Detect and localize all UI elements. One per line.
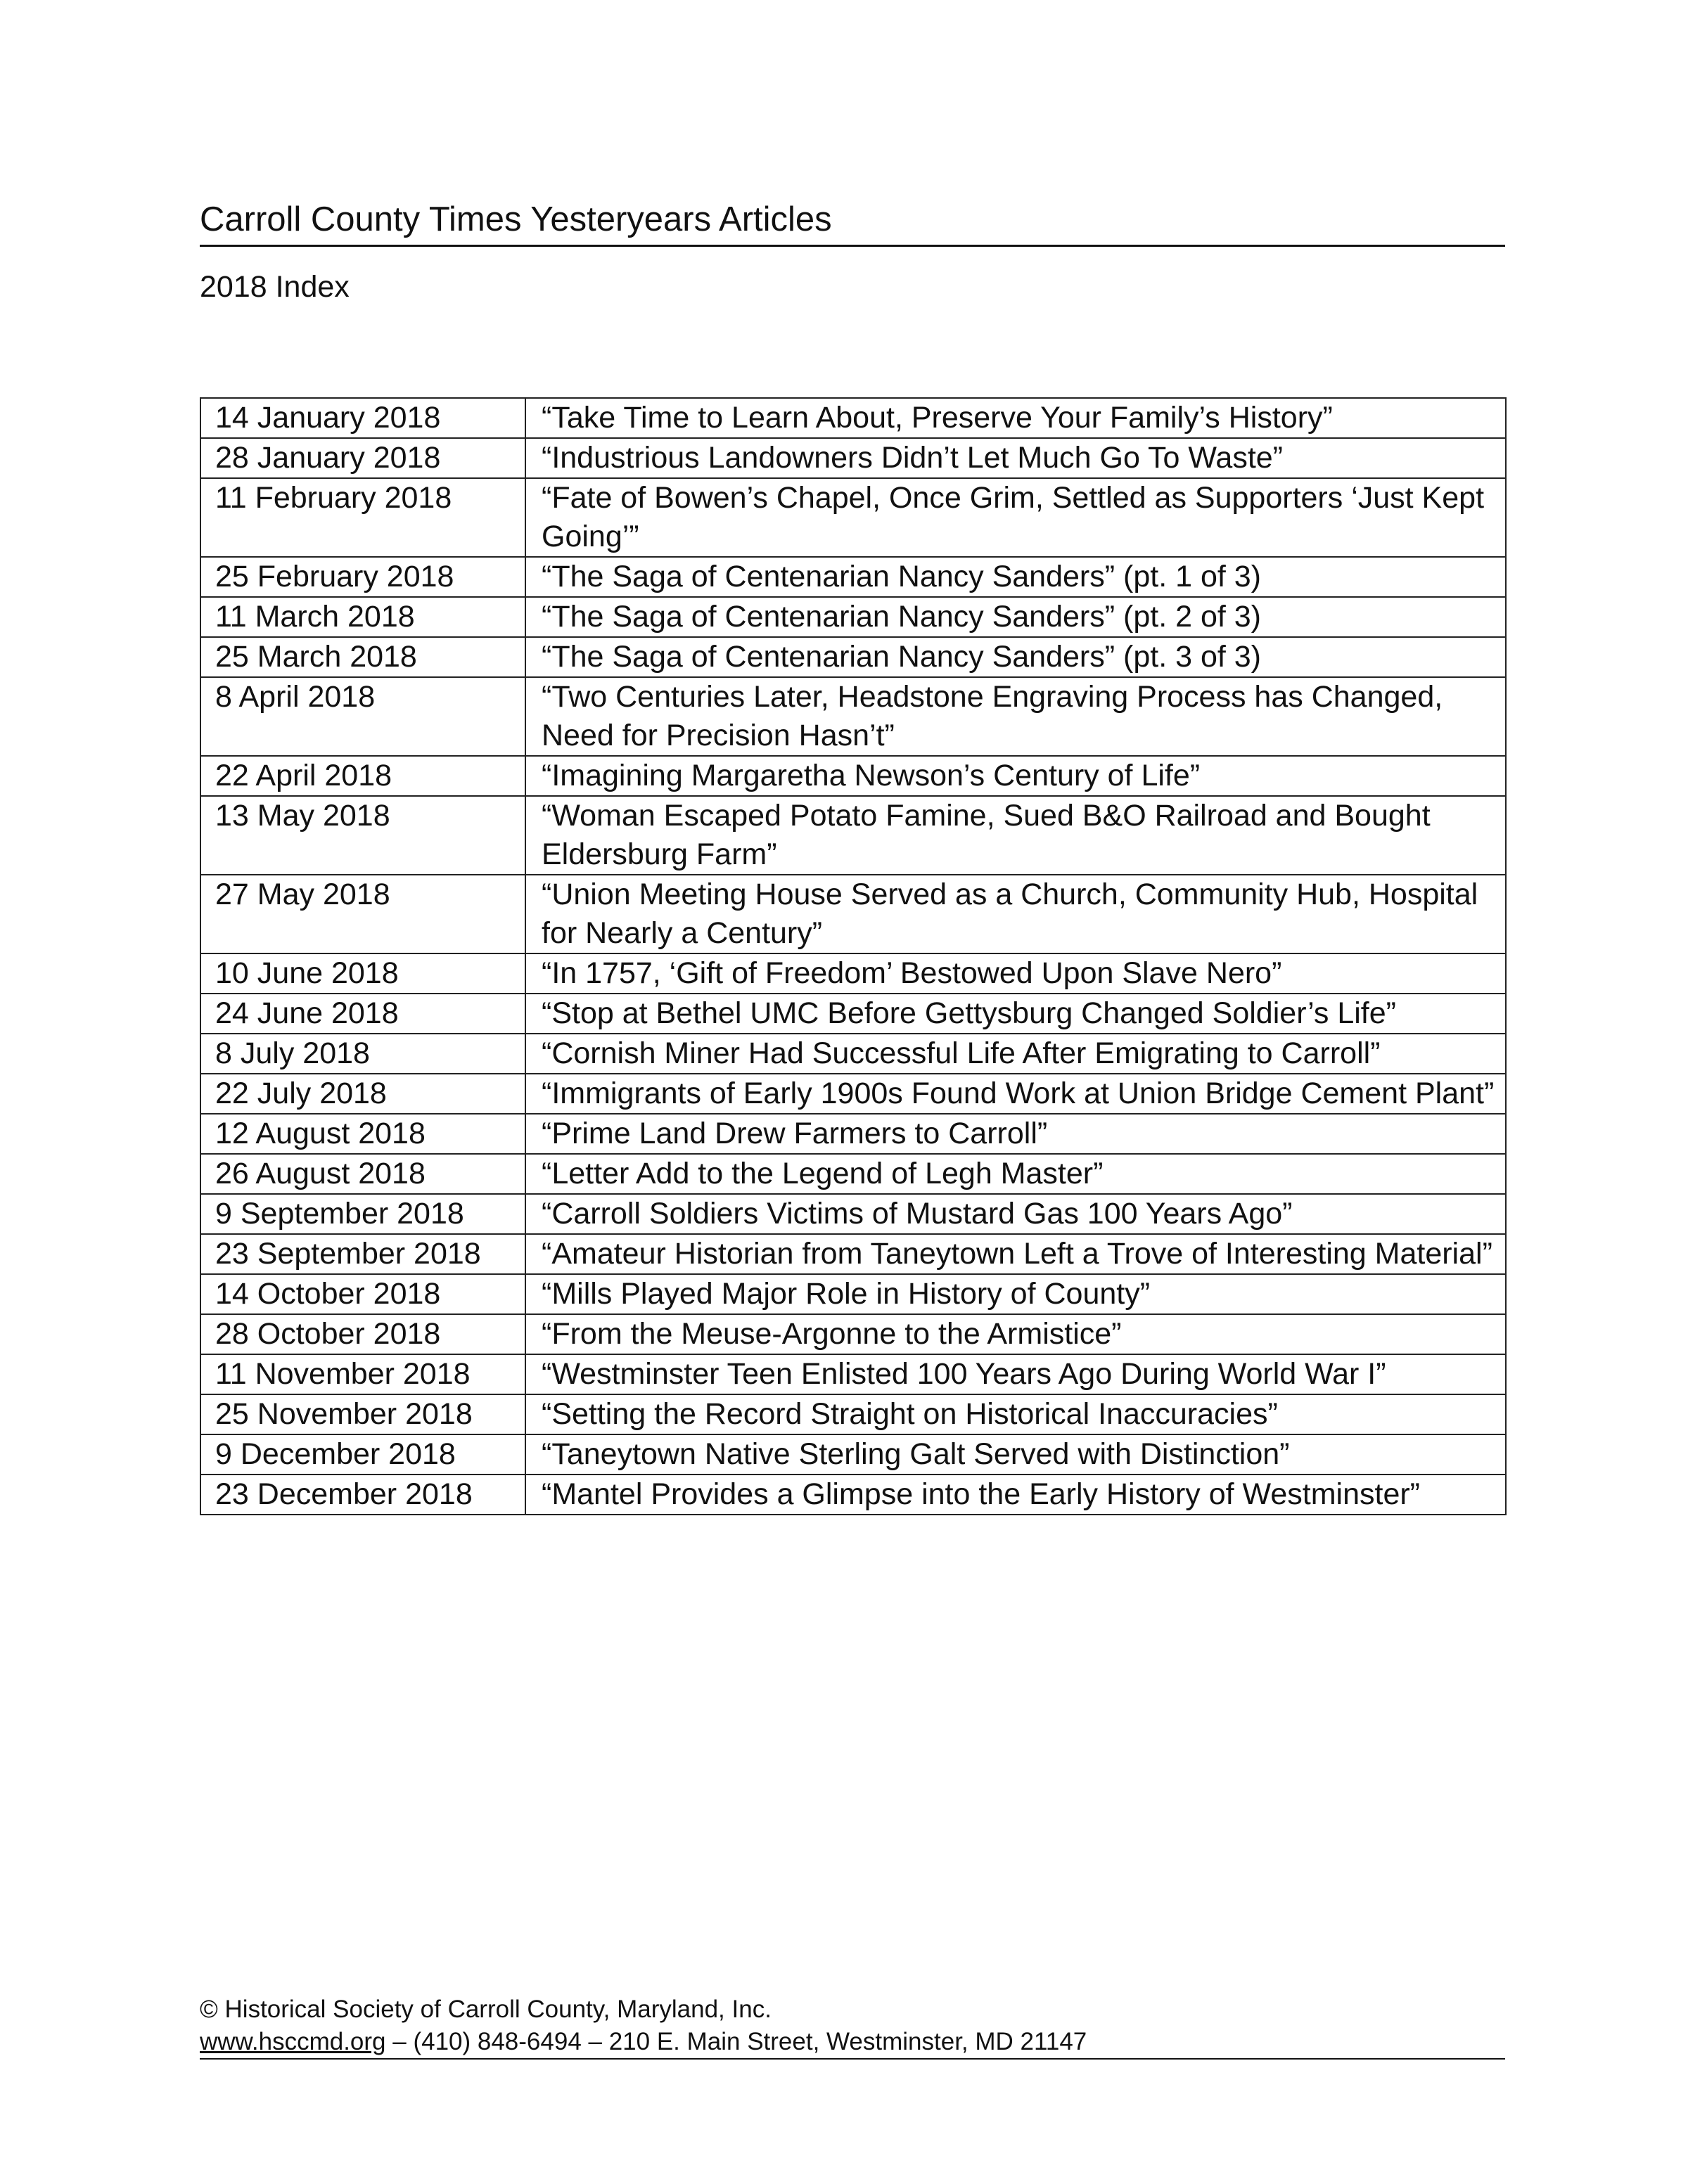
article-date: 28 January 2018 (200, 438, 525, 478)
article-title: “In 1757, ‘Gift of Freedom’ Bestowed Upon Slave Nero” (525, 953, 1506, 994)
article-title: “The Saga of Centenarian Nancy Sanders” (pt. 2 of 3) (525, 597, 1506, 637)
article-date: 27 May 2018 (200, 875, 525, 953)
article-title: “Stop at Bethel UMC Before Gettysburg Changed Soldier’s Life” (525, 994, 1506, 1034)
table-row (200, 1194, 1506, 1234)
table-row (200, 875, 1506, 953)
article-title: “Imagining Margaretha Newson’s Century of Life” (525, 756, 1506, 796)
article-title: “The Saga of Centenarian Nancy Sanders” (pt. 3 of 3) (525, 637, 1506, 677)
article-title: “Setting the Record Straight on Historical Inaccuracies” (525, 1394, 1506, 1434)
article-date: 22 July 2018 (200, 1074, 525, 1114)
article-title: “Amateur Historian from Taneytown Left a Trove of Interesting Material” (525, 1234, 1506, 1274)
table-row (200, 637, 1506, 677)
table-row (200, 478, 1506, 557)
table-row (200, 677, 1506, 756)
article-title: “Letter Add to the Legend of Legh Master” (525, 1154, 1506, 1194)
footer-copyright: © Historical Society of Carroll County, Maryland, Inc. (200, 1996, 772, 2023)
article-title: “Industrious Landowners Didn’t Let Much Go To Waste” (525, 438, 1506, 478)
table-row (200, 1114, 1506, 1154)
table-row (200, 994, 1506, 1034)
table-row (200, 796, 1506, 875)
footer-contact-line (200, 2026, 1505, 2060)
article-title: “Two Centuries Later, Headstone Engraving Process has Changed, Need for Precision Hasn’t” (525, 677, 1506, 756)
article-date: 28 October 2018 (200, 1314, 525, 1354)
article-date: 14 October 2018 (200, 1274, 525, 1314)
article-date: 9 December 2018 (200, 1434, 525, 1475)
article-date: 8 April 2018 (200, 677, 525, 756)
article-date: 11 March 2018 (200, 597, 525, 637)
article-date: 8 July 2018 (200, 1034, 525, 1074)
article-date: 9 September 2018 (200, 1194, 525, 1234)
article-title: “Take Time to Learn About, Preserve Your Family’s History” (525, 398, 1506, 438)
article-title: “Prime Land Drew Farmers to Carroll” (525, 1114, 1506, 1154)
table-row (200, 953, 1506, 994)
table-row (200, 1475, 1506, 1515)
table-row (200, 1354, 1506, 1394)
table-row (200, 1394, 1506, 1434)
articles-table-body (200, 398, 1506, 1515)
article-date: 14 January 2018 (200, 398, 525, 438)
table-row (200, 1434, 1506, 1475)
article-date: 12 August 2018 (200, 1114, 525, 1154)
table-row (200, 438, 1506, 478)
article-date: 22 April 2018 (200, 756, 525, 796)
article-title: “From the Meuse-Argonne to the Armistice” (525, 1314, 1506, 1354)
table-row (200, 756, 1506, 796)
table-row (200, 1314, 1506, 1354)
article-title: “Fate of Bowen’s Chapel, Once Grim, Settled as Supporters ‘Just Kept Going’” (525, 478, 1506, 557)
index-subtitle: 2018 Index (200, 270, 350, 304)
article-title: “Mantel Provides a Glimpse into the Early History of Westminster” (525, 1475, 1506, 1515)
article-date: 25 February 2018 (200, 557, 525, 597)
article-date: 23 December 2018 (200, 1475, 525, 1515)
article-title: “Cornish Miner Had Successful Life After Emigrating to Carroll” (525, 1034, 1506, 1074)
article-date: 25 March 2018 (200, 637, 525, 677)
article-date: 11 February 2018 (200, 478, 525, 557)
article-date: 25 November 2018 (200, 1394, 525, 1434)
table-row (200, 597, 1506, 637)
table-row (200, 1074, 1506, 1114)
article-date: 11 November 2018 (200, 1354, 525, 1394)
article-title: “Union Meeting House Served as a Church, Community Hub, Hospital for Nearly a Century” (525, 875, 1506, 953)
article-date: 13 May 2018 (200, 796, 525, 875)
article-title: “Woman Escaped Potato Famine, Sued B&O Railroad and Bought Eldersburg Farm” (525, 796, 1506, 875)
footer-contact: – (410) 848-6494 – 210 E. Main Street, Westminster, MD 21147 (385, 2028, 1087, 2055)
article-date: 10 June 2018 (200, 953, 525, 994)
table-row (200, 1234, 1506, 1274)
article-title: “Mills Played Major Role in History of County” (525, 1274, 1506, 1314)
table-row (200, 1154, 1506, 1194)
website-link[interactable]: www.hsccmd.org (200, 2028, 386, 2055)
article-title: “Immigrants of Early 1900s Found Work at Union Bridge Cement Plant” (525, 1074, 1506, 1114)
table-row (200, 398, 1506, 438)
articles-index-table (200, 397, 1507, 1515)
article-date: 23 September 2018 (200, 1234, 525, 1274)
page-title: Carroll County Times Yesteryears Articles (200, 194, 1505, 247)
article-date: 24 June 2018 (200, 994, 525, 1034)
table-row (200, 1274, 1506, 1314)
article-title: “Westminster Teen Enlisted 100 Years Ago During World War I” (525, 1354, 1506, 1394)
article-title: “The Saga of Centenarian Nancy Sanders” (pt. 1 of 3) (525, 557, 1506, 597)
table-row (200, 557, 1506, 597)
article-title: “Carroll Soldiers Victims of Mustard Gas 100 Years Ago” (525, 1194, 1506, 1234)
article-title: “Taneytown Native Sterling Galt Served with Distinction” (525, 1434, 1506, 1475)
page-footer (200, 1993, 1505, 2060)
table-row (200, 1034, 1506, 1074)
article-date: 26 August 2018 (200, 1154, 525, 1194)
